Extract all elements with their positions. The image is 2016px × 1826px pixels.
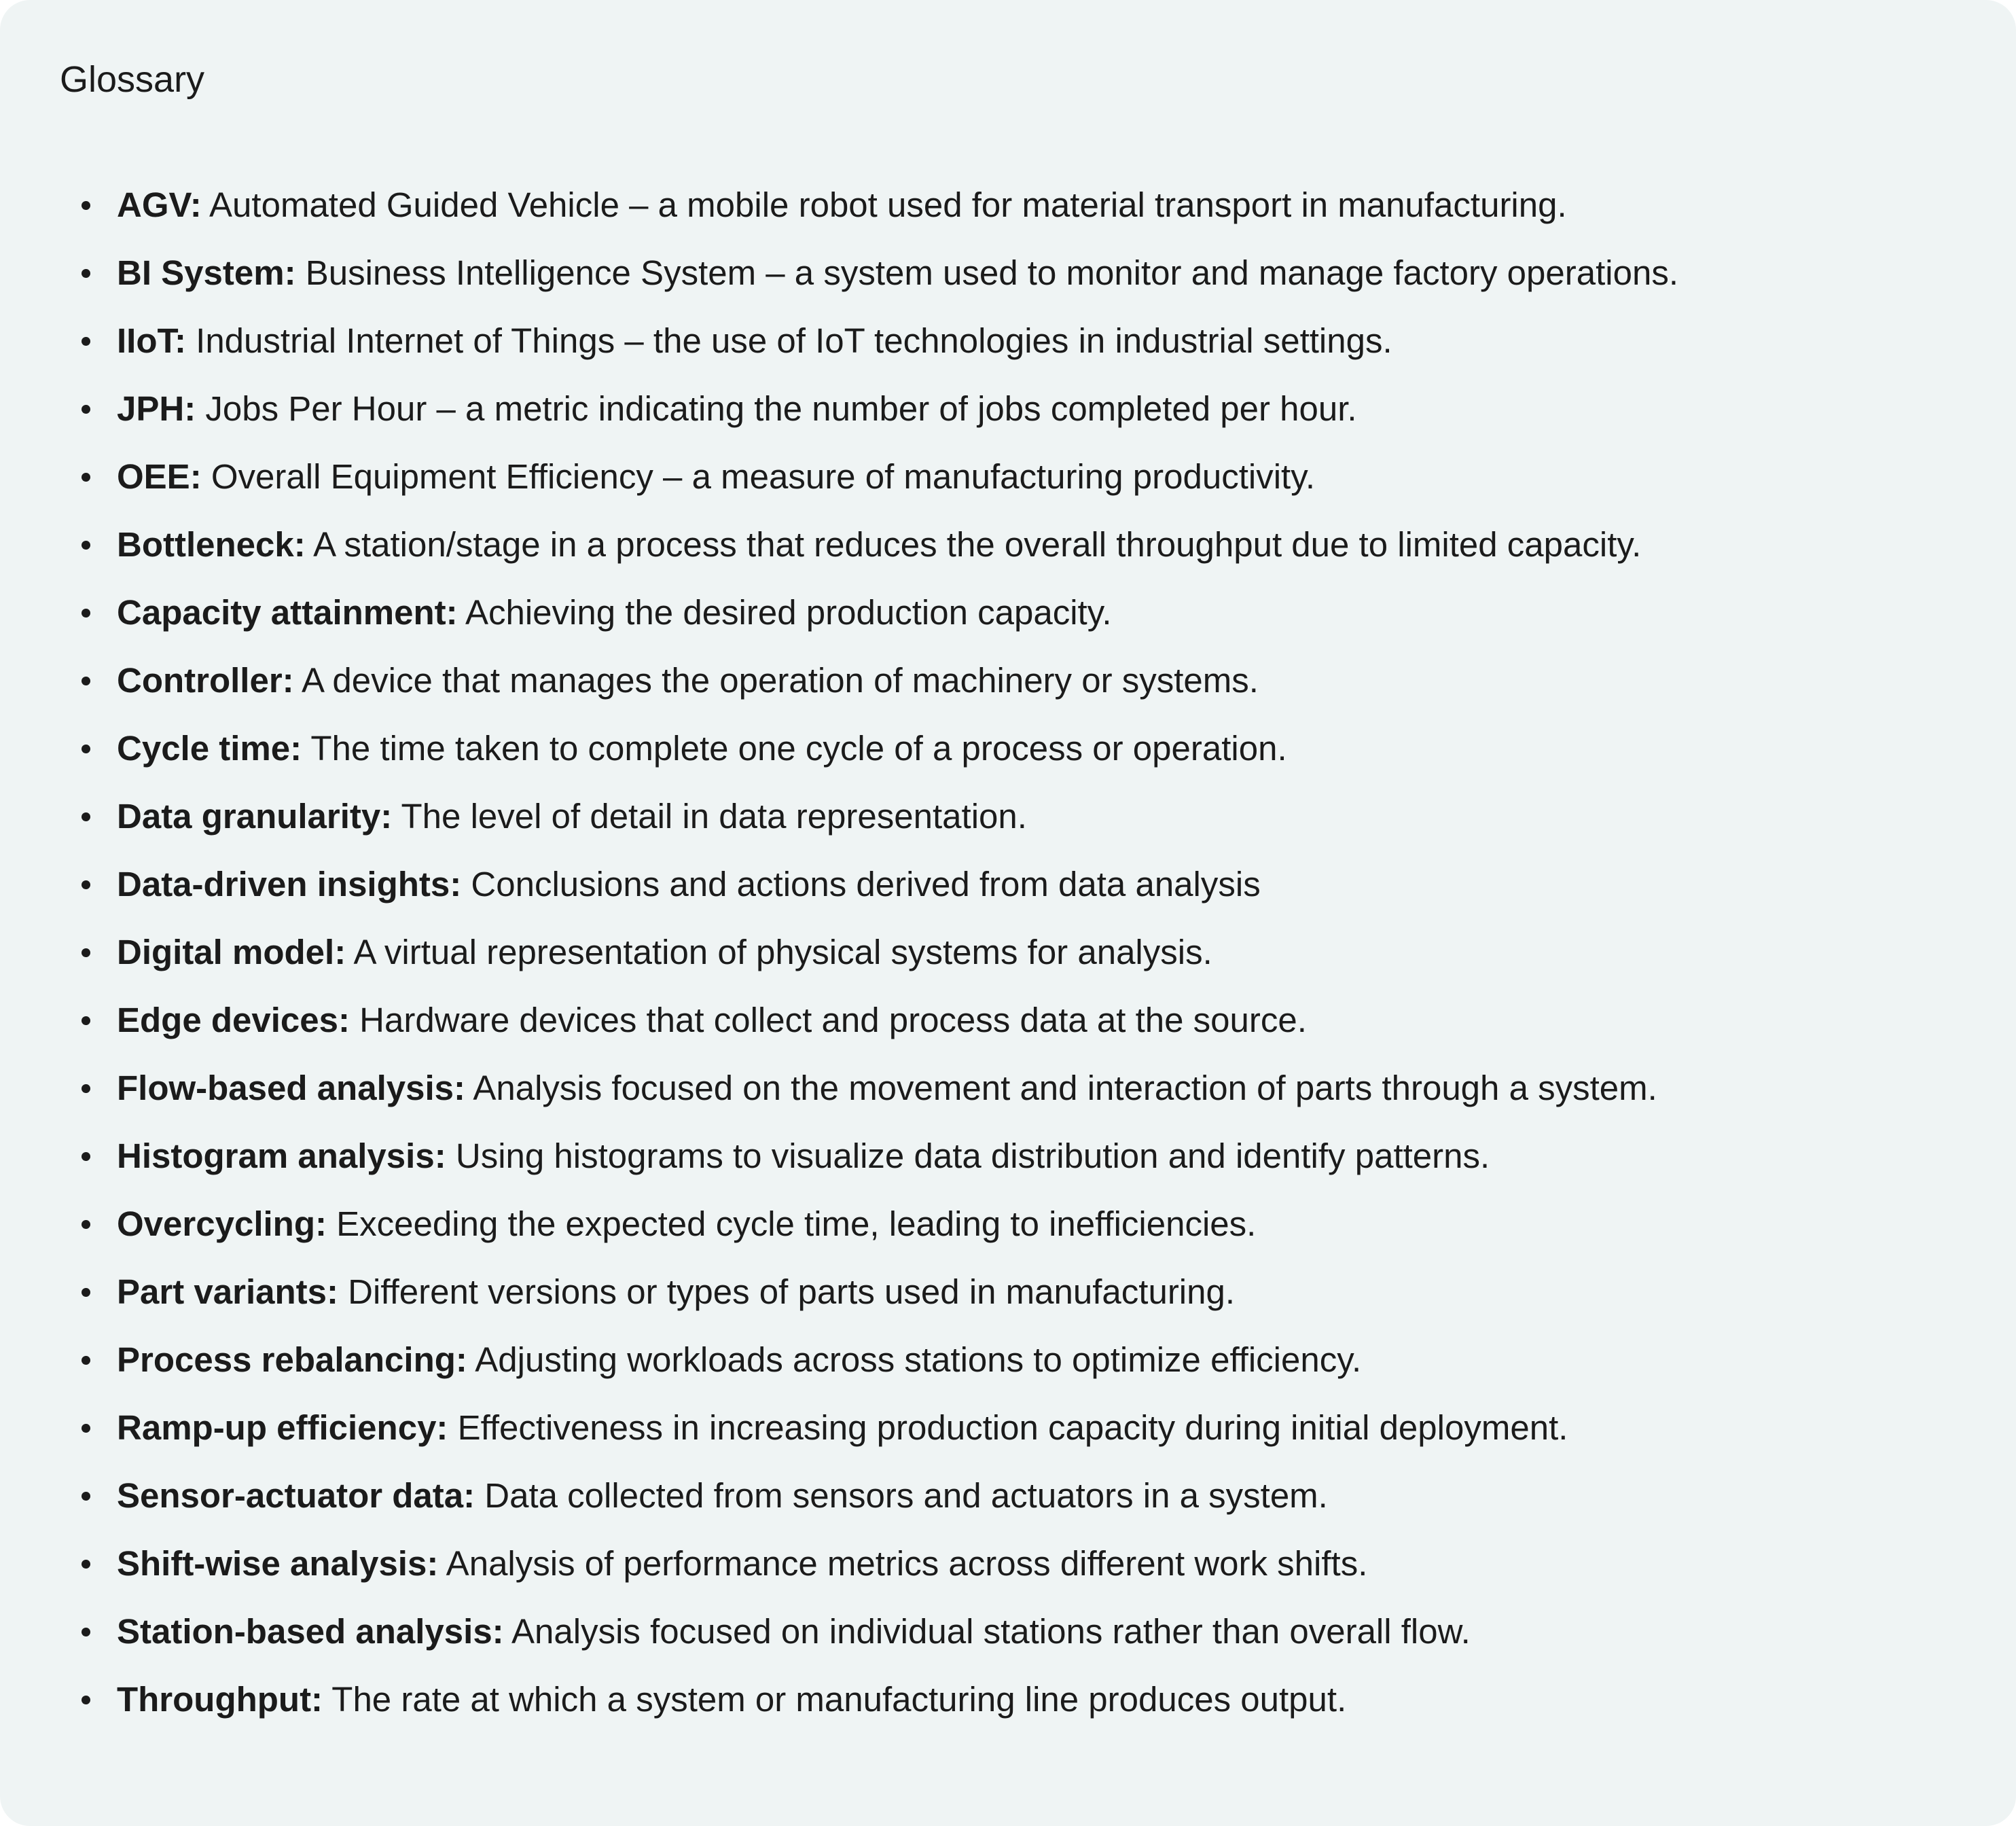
- glossary-item: [82, 1054, 1970, 1122]
- glossary-definition: The time taken to complete one cycle of a process or operation.: [302, 729, 1287, 768]
- bullet-icon: [82, 1356, 90, 1365]
- glossary-term: Bottleneck:: [117, 525, 306, 564]
- glossary-item: [82, 1122, 1970, 1190]
- bullet-icon: [82, 1628, 90, 1636]
- glossary-term: OEE:: [117, 457, 202, 496]
- glossary-term: Edge devices:: [117, 1001, 350, 1039]
- glossary-item: [82, 307, 1970, 375]
- glossary-term: BI System:: [117, 253, 296, 292]
- bullet-icon: [82, 745, 90, 753]
- glossary-item: [82, 715, 1970, 783]
- bullet-icon: [82, 609, 90, 617]
- glossary-definition: A device that manages the operation of machinery or systems.: [293, 661, 1259, 700]
- glossary-title: Glossary: [60, 59, 205, 100]
- glossary-term: Data granularity:: [117, 797, 393, 836]
- glossary-definition: Conclusions and actions derived from data analysis: [461, 865, 1261, 903]
- glossary-definition: The level of detail in data representation.: [392, 797, 1027, 836]
- glossary-item: [82, 511, 1970, 579]
- bullet-icon: [82, 269, 90, 278]
- glossary-term: Overcycling:: [117, 1204, 327, 1243]
- glossary-item: [82, 1394, 1970, 1462]
- bullet-icon: [82, 1016, 90, 1025]
- glossary-item: [82, 647, 1970, 715]
- glossary-term: Station-based analysis:: [117, 1612, 504, 1651]
- glossary-definition: Different versions or types of parts used in manufacturing.: [338, 1272, 1236, 1311]
- bullet-icon: [82, 541, 90, 550]
- bullet-icon: [82, 948, 90, 957]
- glossary-item: [82, 1462, 1970, 1530]
- glossary-definition: Analysis focused on the movement and interaction of parts through a system.: [465, 1069, 1657, 1107]
- glossary-definition: Exceeding the expected cycle time, leading to inefficiencies.: [326, 1204, 1257, 1243]
- glossary-definition: Jobs Per Hour – a metric indicating the number of jobs completed per hour.: [196, 389, 1357, 428]
- glossary-item: [82, 918, 1970, 986]
- bullet-icon: [82, 880, 90, 889]
- bullet-icon: [82, 1084, 90, 1093]
- glossary-item: [82, 1530, 1970, 1598]
- glossary-term: Digital model:: [117, 933, 346, 971]
- bullet-icon: [82, 677, 90, 685]
- glossary-item: [82, 579, 1970, 647]
- bullet-icon: [82, 201, 90, 210]
- bullet-icon: [82, 1492, 90, 1501]
- glossary-term: AGV:: [117, 185, 202, 224]
- glossary-term: Histogram analysis:: [117, 1136, 446, 1175]
- glossary-definition: A station/stage in a process that reduces the overall throughput due to limited capacity.: [305, 525, 1642, 564]
- glossary-definition: Overall Equipment Efficiency – a measure of manufacturing productivity.: [201, 457, 1316, 496]
- glossary-item: [82, 1190, 1970, 1258]
- bullet-icon: [82, 473, 90, 482]
- glossary-item: [82, 783, 1970, 851]
- glossary-definition: Data collected from sensors and actuators in a system.: [475, 1476, 1328, 1515]
- glossary-definition: Hardware devices that collect and process data at the source.: [349, 1001, 1307, 1039]
- glossary-item: [82, 1598, 1970, 1666]
- glossary-item: [82, 851, 1970, 918]
- glossary-definition: Analysis of performance metrics across different work shifts.: [438, 1544, 1368, 1583]
- glossary-term: Flow-based analysis:: [117, 1069, 465, 1107]
- glossary-term: Data-driven insights:: [117, 865, 462, 903]
- glossary-definition: Achieving the desired production capacity.: [457, 593, 1112, 632]
- glossary-item: [82, 1326, 1970, 1394]
- glossary-term: Capacity attainment:: [117, 593, 458, 632]
- glossary-item: [82, 986, 1970, 1054]
- glossary-definition: A virtual representation of physical systems for analysis.: [346, 933, 1212, 971]
- bullet-icon: [82, 1696, 90, 1704]
- bullet-icon: [82, 1424, 90, 1433]
- glossary-term: IIoT:: [117, 321, 186, 360]
- glossary-item: [82, 443, 1970, 511]
- glossary-item: [82, 239, 1970, 307]
- glossary-item: [82, 171, 1970, 239]
- glossary-definition: Effectiveness in increasing production capacity during initial deployment.: [448, 1408, 1568, 1447]
- bullet-icon: [82, 1220, 90, 1229]
- bullet-icon: [82, 812, 90, 821]
- glossary-item: [82, 1258, 1970, 1326]
- glossary-term: Controller:: [117, 661, 294, 700]
- glossary-term: Ramp-up efficiency:: [117, 1408, 448, 1447]
- glossary-list: [82, 171, 1970, 1734]
- glossary-term: Process rebalancing:: [117, 1340, 467, 1379]
- bullet-icon: [82, 1560, 90, 1569]
- glossary-term: Cycle time:: [117, 729, 302, 768]
- glossary-definition: Using histograms to visualize data distribution and identify patterns.: [446, 1136, 1490, 1175]
- glossary-term: Throughput:: [117, 1680, 323, 1719]
- glossary-term: Sensor-actuator data:: [117, 1476, 475, 1515]
- glossary-definition: Analysis focused on individual stations rather than overall flow.: [503, 1612, 1471, 1651]
- bullet-icon: [82, 405, 90, 414]
- bullet-icon: [82, 1152, 90, 1161]
- glossary-term: JPH:: [117, 389, 196, 428]
- glossary-definition: The rate at which a system or manufacturing line produces output.: [323, 1680, 1347, 1719]
- glossary-definition: Industrial Internet of Things – the use of IoT technologies in industrial settings.: [185, 321, 1392, 360]
- glossary-definition: Automated Guided Vehicle – a mobile robot used for material transport in manufacturing.: [201, 185, 1567, 224]
- glossary-definition: Adjusting workloads across stations to optimize efficiency.: [467, 1340, 1362, 1379]
- glossary-item: [82, 1666, 1970, 1734]
- bullet-icon: [82, 337, 90, 346]
- glossary-term: Shift-wise analysis:: [117, 1544, 439, 1583]
- glossary-definition: Business Intelligence System – a system used to monitor and manage factory operations.: [295, 253, 1678, 292]
- glossary-term: Part variants:: [117, 1272, 338, 1311]
- glossary-item: [82, 375, 1970, 443]
- bullet-icon: [82, 1288, 90, 1297]
